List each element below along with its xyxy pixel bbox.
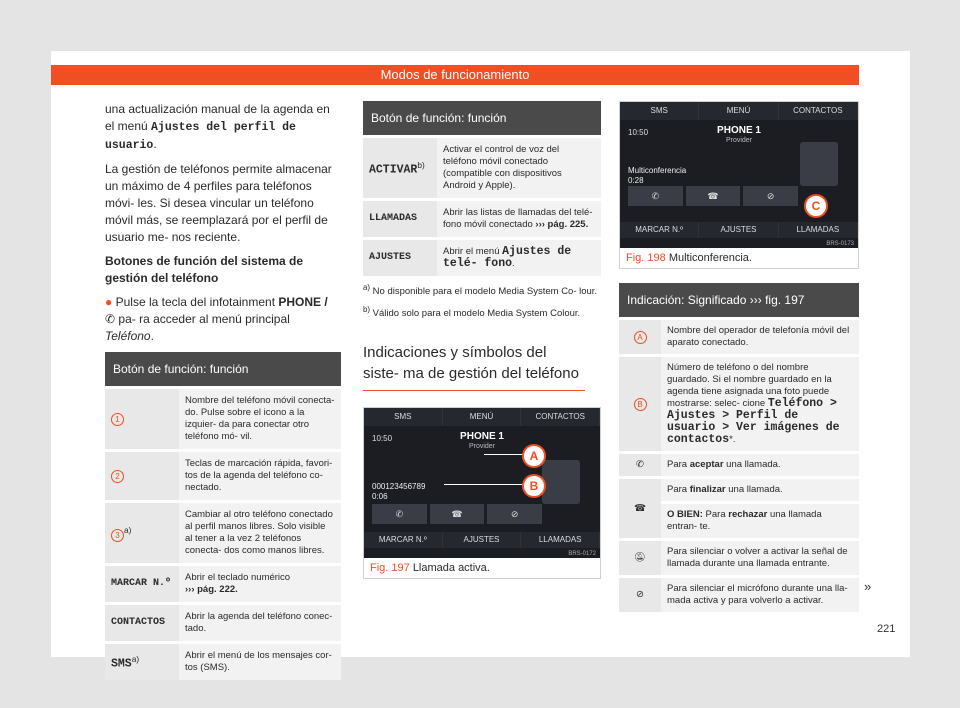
row-key bbox=[105, 388, 179, 451]
contact-avatar bbox=[542, 460, 580, 504]
call-buttons bbox=[628, 186, 798, 206]
text: No disponible para el modelo Media System Co- lour. bbox=[372, 286, 598, 298]
row-text: Cambiar al otro teléfono conectado al perfil manos libres. Solo visible al tener a la vez 2 teléfonos conecta- dos como manos libres. bbox=[179, 502, 341, 565]
tab-contacts[interactable]: CONTACTOS bbox=[521, 408, 600, 426]
row-key bbox=[619, 356, 661, 453]
row-key: CONTACTOS bbox=[105, 604, 179, 643]
letter-badge: B bbox=[634, 398, 647, 411]
callout-a: A bbox=[522, 444, 546, 468]
table-row bbox=[105, 388, 341, 451]
button-dial[interactable]: MARCAR N.º bbox=[620, 222, 699, 238]
row-key bbox=[105, 451, 179, 502]
text: Válido solo para el modelo Media System Colour. bbox=[372, 308, 581, 320]
button-settings[interactable]: AJUSTES bbox=[699, 222, 778, 238]
table-row bbox=[363, 137, 601, 200]
emphasis: finalizar bbox=[689, 484, 726, 495]
indication-table bbox=[619, 283, 859, 612]
text: . bbox=[153, 137, 157, 151]
tab-sms[interactable]: SMS bbox=[364, 408, 443, 426]
row-text: Nombre del operador de telefonía móvil del aparato conectado. bbox=[661, 319, 859, 356]
button-settings[interactable]: AJUSTES bbox=[443, 532, 522, 548]
row-key: AJUSTES bbox=[363, 239, 437, 277]
text: . bbox=[150, 329, 154, 343]
footnote-mark: a) bbox=[124, 525, 132, 536]
text: Para bbox=[667, 459, 690, 470]
button-dial[interactable]: MARCAR N.º bbox=[364, 532, 443, 548]
text: *. bbox=[729, 434, 736, 445]
row-key: LLAMADAS bbox=[363, 200, 437, 239]
row-key bbox=[105, 502, 179, 565]
table-row bbox=[105, 565, 341, 604]
row-text bbox=[661, 356, 859, 453]
text: pa- ra acceder al menú principal bbox=[115, 312, 290, 326]
section-title: Indicaciones y símbolos del siste- ma de gestión del teléfono bbox=[363, 342, 585, 391]
figure-197 bbox=[363, 407, 601, 579]
hangup-icon[interactable]: ☎ bbox=[686, 186, 741, 206]
infotainment-screen bbox=[620, 102, 858, 248]
screen-bottom-bar bbox=[620, 222, 858, 238]
table-row bbox=[619, 453, 859, 478]
section-header bbox=[51, 65, 859, 85]
mic-off-icon: ⊘ bbox=[619, 577, 661, 613]
mic-off-icon[interactable]: ⊘ bbox=[743, 186, 798, 206]
menu-path: Ajustes de telé- fono bbox=[443, 245, 572, 270]
call-number: 000123456789 bbox=[372, 482, 426, 492]
text: Para bbox=[702, 509, 729, 520]
phone-name bbox=[460, 432, 504, 452]
text: una actualización manual de la agenda en el menú bbox=[105, 102, 330, 133]
figure-code: BRS-0173 bbox=[826, 241, 854, 247]
hangup-icon[interactable]: ☎ bbox=[430, 504, 485, 524]
continue-mark: » bbox=[864, 579, 872, 594]
footnote-mark: a) bbox=[363, 283, 371, 292]
table-row bbox=[105, 604, 341, 643]
menu-path: Ajustes del perfil de usuario bbox=[105, 121, 296, 152]
row-key bbox=[105, 643, 179, 681]
figure-caption bbox=[620, 248, 858, 268]
row-text: Activar el control de voz del teléfono móvil conectado (compatible con dispositivos Android y Apple). bbox=[437, 137, 601, 200]
row-text bbox=[661, 478, 859, 503]
infotainment-screen bbox=[364, 408, 600, 558]
call-duration: 0:06 bbox=[372, 492, 388, 502]
number-badge: 2 bbox=[111, 470, 124, 483]
table-row bbox=[619, 478, 859, 503]
key-label: SMS bbox=[111, 657, 132, 671]
caption-text: Llamada activa. bbox=[412, 562, 490, 575]
screen-top-bar bbox=[620, 102, 858, 120]
figure-code: BRS-0172 bbox=[568, 551, 596, 558]
column-1 bbox=[105, 101, 341, 680]
tab-contacts[interactable]: CONTACTOS bbox=[779, 102, 858, 120]
text: Pulse la tecla del infotainment bbox=[115, 295, 279, 309]
call-buttons bbox=[372, 504, 542, 524]
tab-menu[interactable]: MENÚ bbox=[443, 408, 522, 426]
figure-caption bbox=[364, 558, 600, 578]
table-header: Botón de función: función bbox=[363, 101, 601, 137]
callout-c: C bbox=[804, 194, 828, 218]
row-text: Para silenciar el micrófono durante una lla- mada activa y para volverlo a activar. bbox=[661, 577, 859, 613]
table-row bbox=[619, 319, 859, 356]
table-row bbox=[363, 200, 601, 239]
call-duration: 0:28 bbox=[628, 176, 644, 185]
text: . bbox=[512, 258, 515, 269]
call-info bbox=[372, 482, 425, 502]
call-info bbox=[628, 166, 686, 186]
footnote-b bbox=[363, 304, 601, 320]
footnote-mark: b) bbox=[363, 305, 371, 315]
table-row bbox=[105, 502, 341, 565]
row-text bbox=[661, 503, 859, 540]
phone-label: PHONE 1 bbox=[717, 125, 761, 136]
row-key: MARCAR N.º bbox=[105, 565, 179, 604]
row-text: Abrir la agenda del teléfono conec- tado. bbox=[179, 604, 341, 643]
footnote-a bbox=[363, 282, 601, 298]
text: Abrir las listas de llamadas del telé- fono móvil conectado bbox=[443, 207, 593, 230]
header-title: Modos de funcionamiento bbox=[380, 67, 530, 82]
bell-off-icon: 🔕︎ bbox=[619, 540, 661, 577]
row-key bbox=[363, 137, 437, 200]
function-table-2 bbox=[363, 101, 601, 276]
paragraph-1 bbox=[105, 101, 341, 154]
button-calls[interactable]: LLAMADAS bbox=[521, 532, 600, 548]
phone-icon[interactable]: ✆ bbox=[372, 504, 427, 524]
page-number: 221 bbox=[877, 623, 896, 635]
manual-page bbox=[51, 51, 910, 673]
row-text: Para silenciar o volver a activar la señal de llamada durante una llamada entrante. bbox=[661, 540, 859, 577]
page-ref-link[interactable]: ››› pág. 222. bbox=[185, 584, 238, 595]
row-text: Teclas de marcación rápida, favori- tos de la agenda del teléfono co- nectado. bbox=[179, 451, 341, 502]
text: Para bbox=[667, 484, 690, 495]
phone-icon: ✆ bbox=[619, 453, 661, 478]
number-badge: 1 bbox=[111, 413, 124, 426]
hangup-icon: ☎ bbox=[619, 478, 661, 540]
row-text bbox=[437, 239, 601, 277]
screen-bottom-bar bbox=[364, 532, 600, 548]
row-text bbox=[437, 200, 601, 239]
tab-menu[interactable]: MENÚ bbox=[699, 102, 778, 120]
key-label: PHONE / bbox=[278, 295, 328, 309]
phone-icon[interactable]: ✆ bbox=[628, 186, 683, 206]
screen-time: 10:50 bbox=[628, 128, 649, 137]
text: una llamada entran- te. bbox=[667, 509, 822, 532]
callout-b: B bbox=[522, 474, 546, 498]
footnote-mark: a) bbox=[131, 654, 140, 665]
text: Abrir el teclado numérico bbox=[185, 572, 291, 583]
emphasis: rechazar bbox=[728, 509, 768, 520]
conference-avatar bbox=[800, 142, 838, 186]
row-text: Nombre del teléfono móvil conecta- do. Pulse sobre el icono a la izquier- da para conectar otro teléfono mó- vil. bbox=[179, 388, 341, 451]
screen-top-bar bbox=[364, 408, 600, 426]
row-key bbox=[619, 319, 661, 356]
menu-name: Teléfono bbox=[105, 329, 151, 343]
callout-line bbox=[484, 454, 524, 455]
number-badge: 3 bbox=[111, 529, 124, 542]
conference-label: Multiconferencia bbox=[628, 166, 687, 175]
callout-line bbox=[444, 484, 524, 485]
instruction-bullet bbox=[105, 294, 341, 345]
function-table-1 bbox=[105, 352, 341, 680]
phone-icon: ✆ bbox=[105, 312, 116, 326]
page-ref-link[interactable]: ››› pág. 225. bbox=[535, 219, 589, 230]
tab-sms[interactable]: SMS bbox=[620, 102, 699, 120]
row-text bbox=[179, 565, 341, 604]
button-calls[interactable]: LLAMADAS bbox=[779, 222, 858, 238]
figure-198 bbox=[619, 101, 859, 269]
emphasis: O BIEN: bbox=[667, 509, 703, 520]
row-text bbox=[661, 453, 859, 478]
text: Número de teléfono o del nombre guardado. Si el nombre guardado en la agenda tiene asignada una foto puede mostrarse: selec- cione bbox=[667, 362, 832, 409]
footnote-mark: b) bbox=[417, 160, 425, 171]
phone-name bbox=[717, 126, 761, 146]
figure-label: Fig. 198 bbox=[626, 252, 666, 264]
screen-time: 10:50 bbox=[372, 434, 393, 444]
text: una llamada. bbox=[725, 484, 783, 495]
table-header: Botón de función: función bbox=[105, 352, 341, 388]
menu-path: Teléfono > Ajustes > Perfil de usuario > Ver imágenes de contactos bbox=[667, 397, 840, 446]
table-row bbox=[619, 577, 859, 613]
paragraph-2: La gestión de teléfonos permite almacenar un máximo de 4 perfiles para teléfonos móvi- les. Si desea vincular un teléfono móvil más, se reemplazará por el perfil de usuario me- nos reciente. bbox=[105, 162, 332, 244]
key-label: ACTIVAR bbox=[369, 163, 418, 177]
bullet-icon: ● bbox=[105, 295, 113, 309]
provider-label: Provider bbox=[468, 443, 496, 451]
provider-label: Provider bbox=[725, 137, 753, 144]
emphasis: aceptar bbox=[689, 459, 724, 470]
column-3 bbox=[619, 101, 859, 612]
table-row bbox=[619, 356, 859, 453]
table-row bbox=[619, 540, 859, 577]
row-text: Abrir el menú de los mensajes cor- tos (SMS). bbox=[179, 643, 341, 681]
caption-text: Multiconferencia. bbox=[668, 252, 752, 264]
table-header: Indicación: Significado ››› fig. 197 bbox=[619, 283, 859, 319]
text: Abrir el menú bbox=[443, 246, 503, 257]
text: una llamada. bbox=[723, 459, 781, 470]
column-2 bbox=[363, 101, 601, 579]
table-row bbox=[363, 239, 601, 277]
table-row bbox=[105, 643, 341, 681]
phone-label: PHONE 1 bbox=[460, 431, 504, 443]
letter-badge: A bbox=[634, 331, 647, 344]
table-row bbox=[105, 451, 341, 502]
figure-label: Fig. 197 bbox=[370, 562, 410, 575]
mic-off-icon[interactable]: ⊘ bbox=[487, 504, 542, 524]
subheading: Botones de función del sistema de gestión del teléfono bbox=[105, 254, 304, 285]
